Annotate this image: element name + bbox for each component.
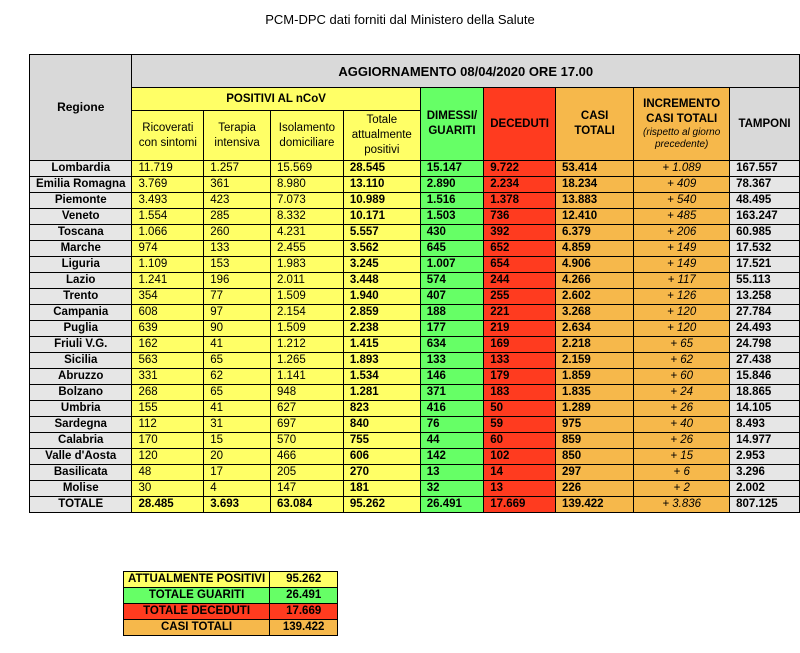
total-region-cell: TOTALE	[30, 497, 132, 513]
dimessi-cell: 32	[420, 481, 483, 497]
total-isolamento-cell: 63.084	[270, 497, 343, 513]
isolamento-cell: 1.509	[270, 289, 343, 305]
total-incremento-cell: + 3.836	[634, 497, 730, 513]
terapia-cell: 41	[204, 337, 271, 353]
casi-totali-cell: 975	[556, 417, 634, 433]
incremento-cell: + 120	[634, 321, 730, 337]
isolamento-cell: 2.011	[270, 273, 343, 289]
dimessi-cell: 188	[420, 305, 483, 321]
isolamento-cell: 15.569	[270, 161, 343, 177]
total-ricoverati-cell: 28.485	[132, 497, 204, 513]
ricoverati-cell: 1.241	[132, 273, 204, 289]
region-cell: Calabria	[30, 433, 132, 449]
region-cell: Friuli V.G.	[30, 337, 132, 353]
totale-positivi-cell: 1.893	[343, 353, 420, 369]
deceduti-cell: 169	[484, 337, 556, 353]
casi-totali-cell: 6.379	[556, 225, 634, 241]
totale-positivi-cell: 181	[343, 481, 420, 497]
terapia-cell: 77	[204, 289, 271, 305]
totale-positivi-cell: 3.245	[343, 257, 420, 273]
incremento-cell: + 120	[634, 305, 730, 321]
totale-positivi-cell: 840	[343, 417, 420, 433]
isolamento-cell: 1.265	[270, 353, 343, 369]
dimessi-cell: 371	[420, 385, 483, 401]
incremento-cell: + 117	[634, 273, 730, 289]
totale-positivi-cell: 2.859	[343, 305, 420, 321]
totale-positivi-cell: 3.448	[343, 273, 420, 289]
tamponi-cell: 3.296	[730, 465, 800, 481]
summary-label: CASI TOTALI	[124, 620, 270, 636]
total-deceduti-cell: 17.669	[484, 497, 556, 513]
tamponi-cell: 60.985	[730, 225, 800, 241]
isolamento-cell: 1.983	[270, 257, 343, 273]
ricoverati-cell: 170	[132, 433, 204, 449]
terapia-cell: 285	[204, 209, 271, 225]
summary-label: TOTALE GUARITI	[124, 588, 270, 604]
deceduti-cell: 13	[484, 481, 556, 497]
totale-positivi-cell: 10.989	[343, 193, 420, 209]
tamponi-cell: 24.493	[730, 321, 800, 337]
casi-totali-cell: 1.289	[556, 401, 634, 417]
casi-totali-cell: 4.859	[556, 241, 634, 257]
region-cell: Piemonte	[30, 193, 132, 209]
table-row	[30, 369, 800, 385]
incremento-cell: + 26	[634, 433, 730, 449]
totale-positivi-cell: 1.281	[343, 385, 420, 401]
dimessi-cell: 133	[420, 353, 483, 369]
header-incremento	[634, 88, 730, 161]
total-terapia-cell: 3.693	[204, 497, 271, 513]
tamponi-cell: 17.521	[730, 257, 800, 273]
isolamento-cell: 466	[270, 449, 343, 465]
deceduti-cell: 255	[484, 289, 556, 305]
casi-totali-cell: 2.159	[556, 353, 634, 369]
tamponi-cell: 48.495	[730, 193, 800, 209]
tamponi-cell: 17.532	[730, 241, 800, 257]
terapia-cell: 62	[204, 369, 271, 385]
totale-positivi-cell: 5.557	[343, 225, 420, 241]
tamponi-cell: 14.105	[730, 401, 800, 417]
isolamento-cell: 205	[270, 465, 343, 481]
table-row	[30, 241, 800, 257]
dimessi-cell: 416	[420, 401, 483, 417]
ricoverati-cell: 3.493	[132, 193, 204, 209]
ricoverati-cell: 30	[132, 481, 204, 497]
isolamento-cell: 8.332	[270, 209, 343, 225]
region-cell: Umbria	[30, 401, 132, 417]
incremento-cell: + 206	[634, 225, 730, 241]
deceduti-cell: 60	[484, 433, 556, 449]
table-row	[30, 209, 800, 225]
header-terapia: Terapia intensiva	[204, 111, 271, 161]
dimessi-cell: 645	[420, 241, 483, 257]
summary-row	[124, 572, 338, 588]
incremento-cell: + 40	[634, 417, 730, 433]
isolamento-cell: 8.980	[270, 177, 343, 193]
isolamento-cell: 948	[270, 385, 343, 401]
isolamento-cell: 570	[270, 433, 343, 449]
table-row	[30, 177, 800, 193]
dimessi-cell: 44	[420, 433, 483, 449]
isolamento-cell: 1.141	[270, 369, 343, 385]
ricoverati-cell: 112	[132, 417, 204, 433]
tamponi-cell: 27.438	[730, 353, 800, 369]
totale-positivi-cell: 1.940	[343, 289, 420, 305]
terapia-cell: 20	[204, 449, 271, 465]
summary-label: ATTUALMENTE POSITIVI	[124, 572, 270, 588]
isolamento-cell: 4.231	[270, 225, 343, 241]
deceduti-cell: 219	[484, 321, 556, 337]
table-row	[30, 225, 800, 241]
casi-totali-cell: 859	[556, 433, 634, 449]
region-cell: Lombardia	[30, 161, 132, 177]
casi-totali-cell: 2.634	[556, 321, 634, 337]
tamponi-cell: 14.977	[730, 433, 800, 449]
table-row	[30, 161, 800, 177]
tamponi-cell: 2.002	[730, 481, 800, 497]
summary-row	[124, 604, 338, 620]
tamponi-cell: 27.784	[730, 305, 800, 321]
ricoverati-cell: 354	[132, 289, 204, 305]
table-row	[30, 305, 800, 321]
region-cell: Veneto	[30, 209, 132, 225]
casi-totali-cell: 297	[556, 465, 634, 481]
dimessi-cell: 1.503	[420, 209, 483, 225]
table-row	[30, 193, 800, 209]
casi-totali-cell: 2.602	[556, 289, 634, 305]
header-dimessi: DIMESSI/ GUARITI	[420, 88, 483, 161]
dimessi-cell: 1.007	[420, 257, 483, 273]
dimessi-cell: 407	[420, 289, 483, 305]
dimessi-cell: 574	[420, 273, 483, 289]
ricoverati-cell: 639	[132, 321, 204, 337]
table-row	[30, 289, 800, 305]
ricoverati-cell: 268	[132, 385, 204, 401]
dimessi-cell: 2.890	[420, 177, 483, 193]
totale-positivi-cell: 823	[343, 401, 420, 417]
terapia-cell: 4	[204, 481, 271, 497]
deceduti-cell: 1.378	[484, 193, 556, 209]
tamponi-cell: 78.367	[730, 177, 800, 193]
region-cell: Basilicata	[30, 465, 132, 481]
deceduti-cell: 2.234	[484, 177, 556, 193]
tamponi-cell: 8.493	[730, 417, 800, 433]
table-row	[30, 481, 800, 497]
casi-totali-cell: 13.883	[556, 193, 634, 209]
incremento-cell: + 1.089	[634, 161, 730, 177]
deceduti-cell: 179	[484, 369, 556, 385]
tamponi-cell: 18.865	[730, 385, 800, 401]
region-cell: Trento	[30, 289, 132, 305]
deceduti-cell: 183	[484, 385, 556, 401]
deceduti-cell: 133	[484, 353, 556, 369]
header-ricoverati: Ricoverati con sintomi	[132, 111, 204, 161]
region-cell: Puglia	[30, 321, 132, 337]
isolamento-cell: 2.455	[270, 241, 343, 257]
incremento-cell: + 60	[634, 369, 730, 385]
header-deceduti: DECEDUTI	[484, 88, 556, 161]
region-cell: Sardegna	[30, 417, 132, 433]
isolamento-cell: 627	[270, 401, 343, 417]
summary-label: TOTALE DECEDUTI	[124, 604, 270, 620]
header-incremento-label: INCREMENTO CASI TOTALI	[643, 98, 721, 125]
region-cell: Marche	[30, 241, 132, 257]
deceduti-cell: 102	[484, 449, 556, 465]
ricoverati-cell: 974	[132, 241, 204, 257]
ricoverati-cell: 120	[132, 449, 204, 465]
incremento-cell: + 540	[634, 193, 730, 209]
incremento-cell: + 6	[634, 465, 730, 481]
header-isolamento: Isolamento domiciliare	[270, 111, 343, 161]
region-cell: Liguria	[30, 257, 132, 273]
dimessi-cell: 430	[420, 225, 483, 241]
incremento-cell: + 126	[634, 289, 730, 305]
dimessi-cell: 13	[420, 465, 483, 481]
region-cell: Sicilia	[30, 353, 132, 369]
dimessi-cell: 1.516	[420, 193, 483, 209]
table-row	[30, 321, 800, 337]
terapia-cell: 31	[204, 417, 271, 433]
header-update: AGGIORNAMENTO 08/04/2020 ORE 17.00	[132, 55, 800, 88]
incremento-cell: + 24	[634, 385, 730, 401]
region-cell: Toscana	[30, 225, 132, 241]
isolamento-cell: 147	[270, 481, 343, 497]
totale-positivi-cell: 28.545	[343, 161, 420, 177]
casi-totali-cell: 1.835	[556, 385, 634, 401]
casi-totali-cell: 2.218	[556, 337, 634, 353]
region-cell: Lazio	[30, 273, 132, 289]
ricoverati-cell: 1.554	[132, 209, 204, 225]
deceduti-cell: 652	[484, 241, 556, 257]
summary-row	[124, 588, 338, 604]
totale-positivi-cell: 2.238	[343, 321, 420, 337]
ricoverati-cell: 1.109	[132, 257, 204, 273]
summary-table	[123, 571, 338, 636]
tamponi-cell: 167.557	[730, 161, 800, 177]
totale-positivi-cell: 1.415	[343, 337, 420, 353]
table-row	[30, 401, 800, 417]
incremento-cell: + 149	[634, 257, 730, 273]
region-cell: Molise	[30, 481, 132, 497]
summary-value: 17.669	[270, 604, 338, 620]
terapia-cell: 65	[204, 353, 271, 369]
tamponi-cell: 2.953	[730, 449, 800, 465]
casi-totali-cell: 12.410	[556, 209, 634, 225]
table-row	[30, 257, 800, 273]
table-row	[30, 449, 800, 465]
ricoverati-cell: 162	[132, 337, 204, 353]
incremento-cell: + 62	[634, 353, 730, 369]
ricoverati-cell: 1.066	[132, 225, 204, 241]
header-incremento-note: (rispetto al giorno precedente)	[643, 127, 721, 150]
casi-totali-cell: 4.906	[556, 257, 634, 273]
total-casi-totali-cell: 139.422	[556, 497, 634, 513]
deceduti-cell: 59	[484, 417, 556, 433]
totale-positivi-cell: 606	[343, 449, 420, 465]
header-casi-totali: CASI TOTALI	[556, 88, 634, 161]
table-row	[30, 337, 800, 353]
dimessi-cell: 15.147	[420, 161, 483, 177]
isolamento-cell: 1.509	[270, 321, 343, 337]
terapia-cell: 1.257	[204, 161, 271, 177]
tamponi-cell: 163.247	[730, 209, 800, 225]
terapia-cell: 133	[204, 241, 271, 257]
deceduti-cell: 221	[484, 305, 556, 321]
dimessi-cell: 634	[420, 337, 483, 353]
terapia-cell: 65	[204, 385, 271, 401]
incremento-cell: + 26	[634, 401, 730, 417]
region-cell: Bolzano	[30, 385, 132, 401]
table-row	[30, 273, 800, 289]
region-cell: Campania	[30, 305, 132, 321]
region-cell: Valle d'Aosta	[30, 449, 132, 465]
terapia-cell: 423	[204, 193, 271, 209]
totale-positivi-cell: 755	[343, 433, 420, 449]
dimessi-cell: 142	[420, 449, 483, 465]
totale-positivi-cell: 10.171	[343, 209, 420, 225]
terapia-cell: 153	[204, 257, 271, 273]
casi-totali-cell: 4.266	[556, 273, 634, 289]
terapia-cell: 196	[204, 273, 271, 289]
incremento-cell: + 149	[634, 241, 730, 257]
tamponi-cell: 15.846	[730, 369, 800, 385]
tamponi-cell: 24.798	[730, 337, 800, 353]
ricoverati-cell: 563	[132, 353, 204, 369]
terapia-cell: 15	[204, 433, 271, 449]
incremento-cell: + 485	[634, 209, 730, 225]
isolamento-cell: 1.212	[270, 337, 343, 353]
ricoverati-cell: 608	[132, 305, 204, 321]
dimessi-cell: 76	[420, 417, 483, 433]
terapia-cell: 361	[204, 177, 271, 193]
table-row	[30, 385, 800, 401]
deceduti-cell: 50	[484, 401, 556, 417]
casi-totali-cell: 18.234	[556, 177, 634, 193]
casi-totali-cell: 53.414	[556, 161, 634, 177]
isolamento-cell: 7.073	[270, 193, 343, 209]
deceduti-cell: 244	[484, 273, 556, 289]
dimessi-cell: 146	[420, 369, 483, 385]
totals-row	[30, 497, 800, 513]
region-cell: Abruzzo	[30, 369, 132, 385]
ricoverati-cell: 331	[132, 369, 204, 385]
total-tamponi-cell: 807.125	[730, 497, 800, 513]
tamponi-cell: 13.258	[730, 289, 800, 305]
terapia-cell: 90	[204, 321, 271, 337]
totale-positivi-cell: 3.562	[343, 241, 420, 257]
casi-totali-cell: 1.859	[556, 369, 634, 385]
ricoverati-cell: 155	[132, 401, 204, 417]
table-row	[30, 433, 800, 449]
summary-value: 26.491	[270, 588, 338, 604]
summary-row	[124, 620, 338, 636]
deceduti-cell: 9.722	[484, 161, 556, 177]
ricoverati-cell: 48	[132, 465, 204, 481]
terapia-cell: 17	[204, 465, 271, 481]
casi-totali-cell: 3.268	[556, 305, 634, 321]
ricoverati-cell: 3.769	[132, 177, 204, 193]
terapia-cell: 97	[204, 305, 271, 321]
deceduti-cell: 14	[484, 465, 556, 481]
incremento-cell: + 2	[634, 481, 730, 497]
totale-positivi-cell: 13.110	[343, 177, 420, 193]
summary-value: 139.422	[270, 620, 338, 636]
deceduti-cell: 654	[484, 257, 556, 273]
header-positivi: POSITIVI AL nCoV	[132, 88, 420, 111]
casi-totali-cell: 850	[556, 449, 634, 465]
table-row	[30, 465, 800, 481]
casi-totali-cell: 226	[556, 481, 634, 497]
source-caption: PCM-DPC dati forniti dal Ministero della Salute	[265, 12, 535, 27]
incremento-cell: + 15	[634, 449, 730, 465]
header-tamponi: TAMPONI	[730, 88, 800, 161]
isolamento-cell: 2.154	[270, 305, 343, 321]
deceduti-cell: 736	[484, 209, 556, 225]
deceduti-cell: 392	[484, 225, 556, 241]
total-dimessi-cell: 26.491	[420, 497, 483, 513]
tamponi-cell: 55.113	[730, 273, 800, 289]
incremento-cell: + 409	[634, 177, 730, 193]
totale-positivi-cell: 270	[343, 465, 420, 481]
header-regione: Regione	[30, 55, 132, 161]
covid-data-table	[29, 54, 800, 513]
table-row	[30, 417, 800, 433]
header-totale-positivi: Totale attualmente positivi	[343, 111, 420, 161]
total-totale-positivi-cell: 95.262	[343, 497, 420, 513]
ricoverati-cell: 11.719	[132, 161, 204, 177]
summary-value: 95.262	[270, 572, 338, 588]
isolamento-cell: 697	[270, 417, 343, 433]
table-row	[30, 353, 800, 369]
totale-positivi-cell: 1.534	[343, 369, 420, 385]
terapia-cell: 41	[204, 401, 271, 417]
terapia-cell: 260	[204, 225, 271, 241]
incremento-cell: + 65	[634, 337, 730, 353]
region-cell: Emilia Romagna	[30, 177, 132, 193]
dimessi-cell: 177	[420, 321, 483, 337]
